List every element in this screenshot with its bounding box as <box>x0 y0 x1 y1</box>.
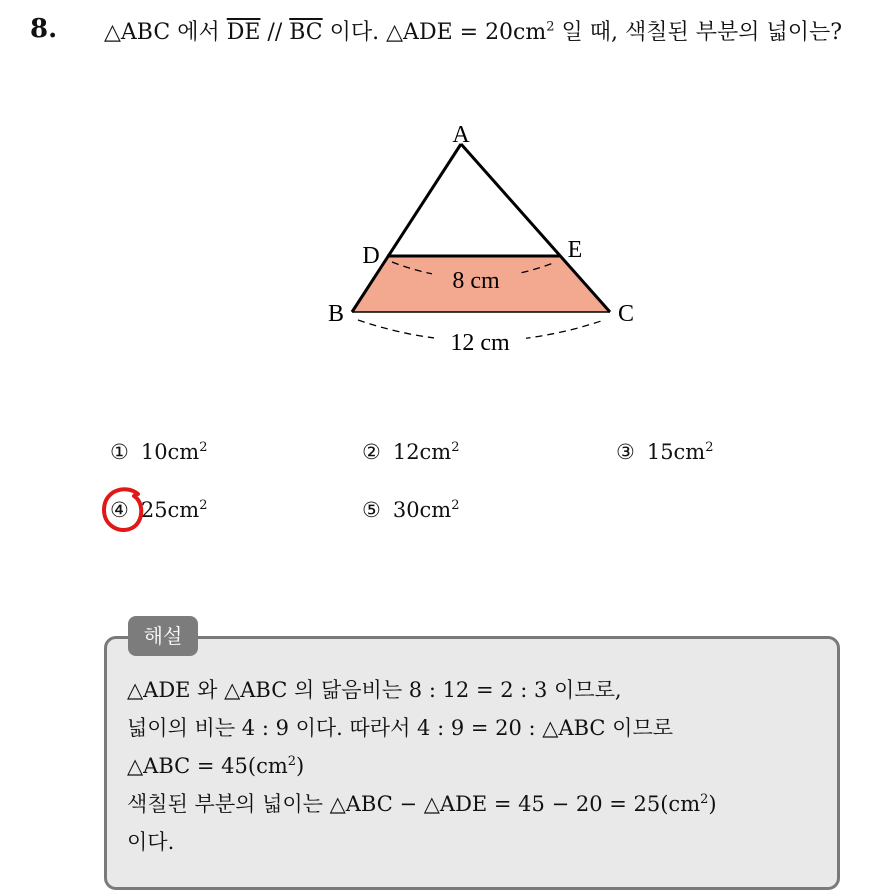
choice-2-value: 12cm <box>392 440 452 464</box>
solution-line-4-main: 색칠된 부분의 넓이는 △ABC − △ADE = 45 − 20 = 25(cm <box>127 792 701 816</box>
solution-line-3-exponent: 2 <box>287 754 297 769</box>
choice-5-exponent: 2 <box>451 498 460 513</box>
vertex-d-label: D <box>362 243 380 269</box>
solution-line-5: 이다. <box>127 830 175 854</box>
choice-4-value: 25cm <box>140 498 200 522</box>
solution-line-3-end: ) <box>296 754 305 778</box>
segment-de-label: $\overline{DE}$ <box>226 20 261 45</box>
question-text <box>104 14 864 52</box>
choice-3-exponent: 2 <box>705 440 714 455</box>
choice-3-value: 15cm <box>646 440 706 464</box>
choice-2-mark: ② <box>362 440 381 464</box>
triangle-figure <box>310 110 650 360</box>
question-area-exponent: 2 <box>546 19 555 35</box>
choice-2[interactable] <box>362 440 460 464</box>
choice-5-mark: ⑤ <box>362 498 381 522</box>
question-text-part3: 일 때, 색칠된 부분의 넓이는? <box>554 20 843 45</box>
choice-1-mark: ① <box>110 440 129 464</box>
vertex-b-label: B <box>327 301 345 327</box>
choice-4-mark: ④ <box>110 498 129 522</box>
bc-length-label: 12 cm <box>450 330 510 356</box>
answer-ring-icon <box>100 486 148 536</box>
question-number: 8. <box>30 14 58 44</box>
choice-1-value: 10cm <box>140 440 200 464</box>
segment-bc-label: $\overline{BC}$ <box>289 20 323 45</box>
solution-line-4 <box>127 785 819 823</box>
solution-line-4-end: ) <box>708 792 717 816</box>
choice-1-exponent: 2 <box>199 440 208 455</box>
vertex-e-label: E <box>567 237 583 263</box>
choice-4[interactable] <box>110 498 208 522</box>
solution-box <box>104 636 840 890</box>
vertex-c-label: C <box>617 301 635 327</box>
vertex-a-label: A <box>452 122 470 148</box>
solution-line-3-main: △ABC = 45(cm <box>127 754 288 778</box>
choice-3[interactable] <box>616 440 714 464</box>
solution-body <box>127 671 819 861</box>
choice-4-exponent: 2 <box>199 498 208 513</box>
question-text-part2: 이다. △ADE = 20cm <box>322 20 547 45</box>
de-length-label: 8 cm <box>452 268 500 294</box>
solution-tag: 해설 <box>128 616 198 656</box>
choice-1[interactable] <box>110 440 208 464</box>
parallel-symbol: // <box>260 20 290 45</box>
solution-line-1: △ADE 와 △ABC 의 닮음비는 8 : 12 = 2 : 3 이므로, <box>127 678 622 702</box>
choice-2-exponent: 2 <box>451 440 460 455</box>
solution-line-3 <box>127 747 819 785</box>
choice-3-mark: ③ <box>616 440 635 464</box>
question-text-part1: △ABC 에서 <box>104 20 227 45</box>
choice-5-value: 30cm <box>392 498 452 522</box>
choice-5[interactable] <box>362 498 460 522</box>
solution-line-4-exponent: 2 <box>700 792 709 807</box>
solution-line-2: 넓이의 비는 4 : 9 이다. 따라서 4 : 9 = 20 : △ABC 이므로 <box>127 716 674 740</box>
